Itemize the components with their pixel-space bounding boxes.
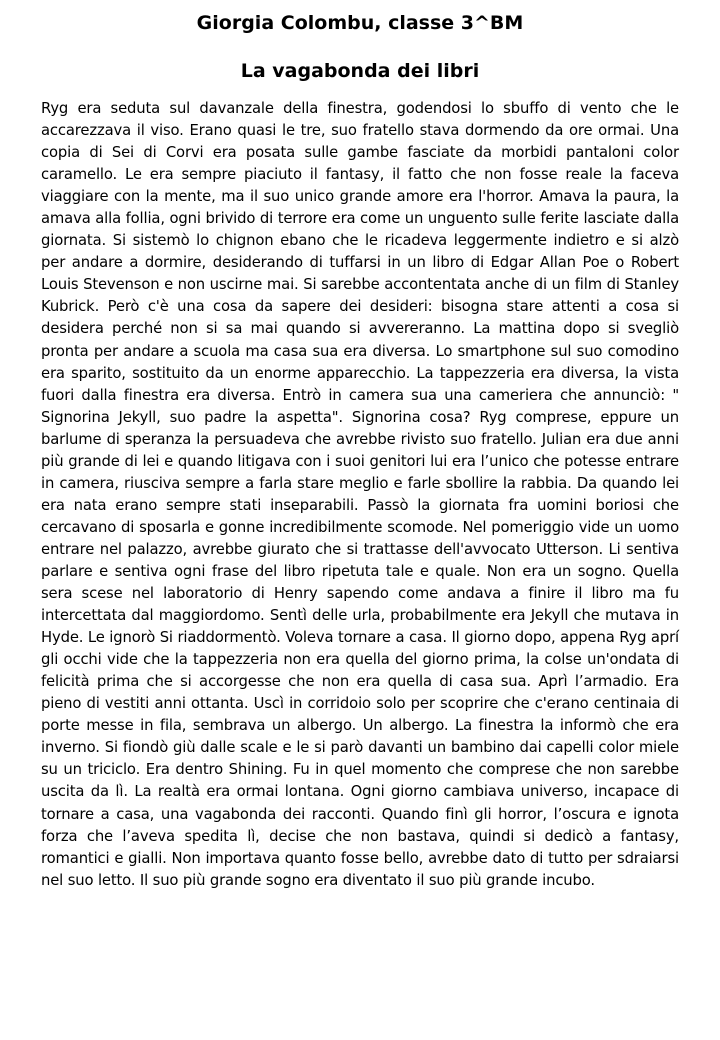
author-line: Giorgia Colombu, classe 3^BM <box>196 12 524 34</box>
body-paragraph: Ryg era seduta sul davanzale della finestra, godendosi lo sbuffo di vento che le accarezzava il viso. Erano quasi le tre, suo fratello stava dormendo da ore ormai. Una copia di Sei di Corvi era posata sulle gambe fasciate da morbidi pantaloni color caramello. Le era sempre piaciuto il fantasy, il fatto che non fosse reale la faceva viaggiare con la mente, ma il suo unico grande amore era l'horror. Amava la paura, la amava alla follia, ogni brivido di terrore era come un unguento sulle ferite lasciate dalla giornata. Si sistemò lo chignon ebano che le ricadeva leggermente indietro e si alzò per andare a dormire, desiderando di tuffarsi in un libro di Edgar Allan Poe o Robert Louis Stevenson e non uscirne mai. Si sarebbe accontentata anche di un film di Stanley Kubrick. Però c'è una cosa da sapere dei desideri: bisogna stare attenti a cosa si desidera perché non si sa mai quando si avvereranno. La mattina dopo si svegliò pronta per andare a scuola ma casa sua era diversa. Lo smartphone sul suo comodino era sparito, sostituito da un enorme apparecchio. La tappezzeria era diversa, la vista fuori dalla finestra era diversa. Entrò in camera sua una cameriera che annunciò: " Signorina Jekyll, suo padre la aspetta". Signorina cosa? Ryg comprese, eppure un barlume di speranza la persuadeva che avrebbe rivisto suo fratello. Julian era due anni più grande di lei e quando litigava con i suoi genitori lui era l’unico che potesse entrare in camera, riusciva sempre a farla stare meglio e farle sbollire la rabbia. Da quando lei era nata erano sempre stati inseparabili. Passò la giornata fra uomini boriosi che cercavano di sposarla e gonne incredibilmente scomode. Nel pomeriggio vide un uomo entrare nel palazzo, avrebbe giurato che si trattasse dell'avvocato Utterson. Li sentiva parlare e sentiva ogni frase del libro ripetuta tale e quale. Non era un sogno. Quella sera scese nel laboratorio di Henry sapendo come andava a finire il libro ma fu intercettata dal maggiordomo. Sentì delle urla, probabilmente era Jekyll che mutava in Hyde. Le ignorò Si riaddormentò. Voleva tornare a casa. Il giorno dopo, appena Ryg aprí gli occhi vide che la tappezzeria non era quella del giorno prima, la colse un'ondata di felicità prima che si accorgesse che non era quella di casa sua. Aprì l’armadio. Era pieno di vestiti anni ottanta. Uscì in corridoio solo per scoprire che c'erano centinaia di porte messe in fila, sembrava un albergo. Un albergo. La finestra la informò che era inverno. Si fiondò giù dalle scale e le si parò davanti un bambino dai capelli color miele su un triciclo. Era dentro Shining. Fu in quel momento che comprese che non sarebbe uscita da lì. La realtà era ormai lontana. Ogni giorno cambiava universo, incapace di tornare a casa, una vagabonda dei racconti. Quando finì gli horror, l’oscura e ignota forza che l’aveva spedita lì, decise che non bastava, quindi si dedicò a fantasy, romantici e gialli. Non importava quanto fosse bello, avrebbe dato di tutto per sdraiarsi nel suo letto. Il suo più grande sogno era diventato il suo più grande incubo. <box>41 100 679 889</box>
document-title: La vagabonda dei libri <box>240 60 480 82</box>
